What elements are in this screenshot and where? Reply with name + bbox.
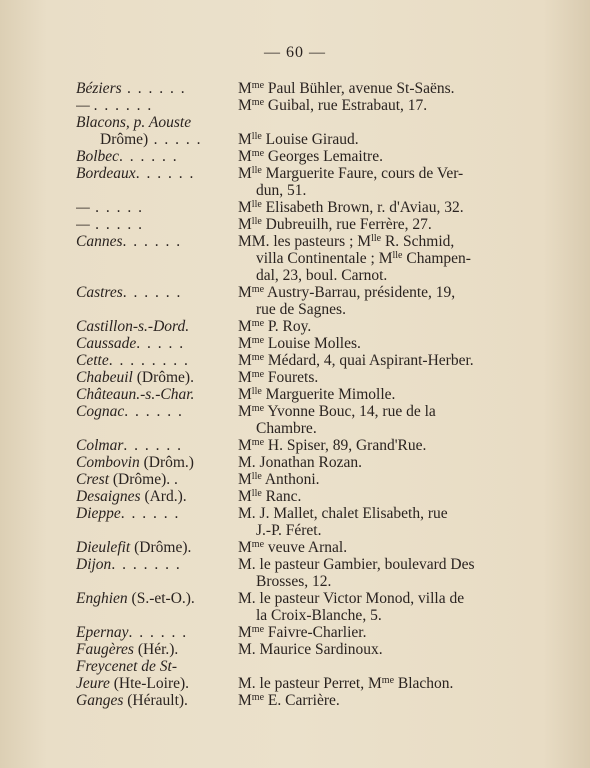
place-name: Cette. . . . . . . .	[76, 352, 190, 369]
entry-text-line: rue de Sagnes.	[256, 301, 346, 318]
place-name: Castres. . . . . .	[76, 284, 182, 301]
directory-entry	[0, 471, 590, 488]
person-name	[238, 335, 548, 352]
entry-text-line: $M^{me}$ Louise Molles.	[238, 335, 361, 352]
directory-entry	[0, 148, 590, 165]
entry-text-line: M. Maurice Sardinoux.	[238, 641, 383, 658]
entry-text-line	[238, 114, 548, 131]
directory-entry	[0, 590, 590, 624]
directory-entry	[0, 284, 590, 318]
directory-entry	[0, 352, 590, 369]
place-name: Bordeaux. . . . . .	[76, 165, 195, 182]
entry-text-line: $M^{me}$ Austry-Barrau, présidente, 19,	[238, 284, 456, 301]
person-name	[238, 471, 548, 488]
entry-text-line: M. J. Mallet, chalet Elisabeth, rue	[238, 505, 448, 522]
person-name	[238, 590, 548, 624]
place-name: Dieulefit (Drôme).	[76, 539, 192, 556]
directory-entry	[0, 624, 590, 641]
entry-text-line: Brosses, 12.	[256, 573, 332, 590]
place-name: Castillon-s.-Dord.	[76, 318, 190, 335]
entry-text-line: $M^{me}$ P. Roy.	[238, 318, 312, 335]
place-name: Cannes. . . . . .	[76, 233, 182, 250]
entry-text-line: $M^{lle}$ Louise Giraud.	[238, 131, 359, 148]
page-number: — 60 —	[264, 44, 326, 61]
directory-entry	[0, 641, 590, 658]
place-name: Ganges (Hérault).	[76, 692, 188, 709]
entry-text-line: $M^{lle}$ Anthoni.	[238, 471, 320, 488]
place-name: Faugères (Hér.).	[76, 641, 179, 658]
person-name	[238, 148, 548, 165]
entry-text-line: $M^{lle}$ Elisabeth Brown, r. d'Aviau, 32.	[238, 199, 464, 216]
person-name	[238, 692, 548, 709]
entry-text-line: $M^{me}$ Faivre-Charlier.	[238, 624, 367, 641]
place-name: — . . . . .	[76, 199, 144, 216]
entry-text-line: $M^{me}$ Fourets.	[238, 369, 319, 386]
entry-text-line: $M^{me}$ E. Carrière.	[238, 692, 340, 709]
person-name	[238, 658, 548, 692]
place-name: Freycenet de St- Jeure (Hte-Loire).	[76, 658, 190, 692]
person-name	[238, 97, 548, 114]
directory-entry	[0, 454, 590, 471]
person-name	[238, 505, 548, 539]
entry-text-line: J.-P. Féret.	[256, 522, 322, 539]
directory-entry	[0, 386, 590, 403]
entry-text-line: $M^{me}$ Georges Lemaitre.	[238, 148, 383, 165]
place-name: Desaignes (Ard.).	[76, 488, 187, 505]
person-name	[238, 369, 548, 386]
place-name: — . . . . .	[76, 216, 144, 233]
directory-entry	[0, 658, 590, 692]
entry-text-line: $M^{me}$ Paul Bühler, avenue St-Saëns.	[238, 80, 455, 97]
person-name	[238, 556, 548, 590]
person-name	[238, 318, 548, 335]
person-name	[238, 114, 548, 148]
place-name: Dieppe. . . . . .	[76, 505, 180, 522]
directory-entry	[0, 437, 590, 454]
person-name	[238, 488, 548, 505]
person-name	[238, 454, 548, 471]
place-name: Epernay. . . . . .	[76, 624, 188, 641]
entry-text-line: dun, 51.	[256, 182, 307, 199]
place-name: Combovin (Drôm.)	[76, 454, 194, 471]
directory-entry	[0, 692, 590, 709]
entry-text-line: M. Jonathan Rozan.	[238, 454, 362, 471]
person-name	[238, 233, 548, 284]
person-name	[238, 386, 548, 403]
place-name: Châteaun.-s.-Char.	[76, 386, 195, 403]
entry-text-line: $M^{me}$ veuve Arnal.	[238, 539, 348, 556]
directory-entry	[0, 216, 590, 233]
person-name	[238, 352, 548, 369]
person-name	[238, 437, 548, 454]
entry-text-line: M. le pasteur Victor Monod, villa de	[238, 590, 465, 607]
place-name: Dijon. . . . . . .	[76, 556, 182, 573]
place-name: — . . . . . .	[76, 97, 153, 114]
directory-list	[0, 80, 590, 709]
entry-text-line: $M^{lle}$ Dubreuilh, rue Ferrère, 27.	[238, 216, 432, 233]
place-name: Crest (Drôme). .	[76, 471, 178, 488]
person-name	[238, 165, 548, 199]
entry-text-line	[238, 658, 548, 675]
person-name	[238, 539, 548, 556]
place-name: Caussade. . . . .	[76, 335, 185, 352]
entry-text-line: dal, 23, boul. Carnot.	[256, 267, 388, 284]
entry-text-line: la Croix-Blanche, 5.	[256, 607, 382, 624]
directory-entry	[0, 488, 590, 505]
person-name	[238, 284, 548, 318]
place-name: Colmar. . . . . .	[76, 437, 183, 454]
entry-text-line: $M^{lle}$ Ranc.	[238, 488, 302, 505]
directory-entry	[0, 369, 590, 386]
entry-text-line: M. le pasteur Gambier, boulevard Des	[238, 556, 475, 573]
directory-entry	[0, 199, 590, 216]
person-name	[238, 80, 548, 97]
place-name: Blacons, p. Aouste Drôme) . . . . .	[76, 114, 202, 148]
entry-text-line: $M^{me}$ Médard, 4, quai Aspirant-Herber.	[238, 352, 474, 369]
person-name	[238, 216, 548, 233]
directory-entry	[0, 97, 590, 114]
person-name	[238, 624, 548, 641]
place-name: Cognac. . . . . .	[76, 403, 184, 420]
place-name: Enghien (S.-et-O.).	[76, 590, 195, 607]
directory-entry	[0, 403, 590, 437]
directory-entry	[0, 80, 590, 97]
place-name: Chabeuil (Drôme).	[76, 369, 194, 386]
entry-text-line: Chambre.	[256, 420, 317, 437]
directory-entry	[0, 165, 590, 199]
entry-text-line: villa Continentale ; $M^{lle}$ Champen-	[256, 250, 471, 267]
entry-text-line: $M^{lle}$ Marguerite Faure, cours de Ver-	[238, 165, 464, 182]
person-name	[238, 403, 548, 437]
entry-text-line: $M^{lle}$ Marguerite Mimolle.	[238, 386, 396, 403]
directory-entry	[0, 505, 590, 539]
place-name: Béziers . . . . . .	[76, 80, 187, 97]
directory-entry	[0, 556, 590, 590]
directory-entry	[0, 335, 590, 352]
directory-entry	[0, 233, 590, 284]
entry-text-line: $M^{me}$ Yvonne Bouc, 14, rue de la	[238, 403, 436, 420]
directory-entry	[0, 114, 590, 148]
directory-entry	[0, 318, 590, 335]
directory-entry	[0, 539, 590, 556]
entry-text-line: MM. les pasteurs ; $M^{lle}$ R. Schmid,	[238, 233, 455, 250]
person-name	[238, 641, 548, 658]
person-name	[238, 199, 548, 216]
entry-text-line: M. le pasteur Perret, $M^{me}$ Blachon.	[238, 675, 454, 692]
entry-text-line: $M^{me}$ H. Spiser, 89, Grand'Rue.	[238, 437, 427, 454]
entry-text-line: $M^{me}$ Guibal, rue Estrabaut, 17.	[238, 97, 428, 114]
place-name: Bolbec. . . . . .	[76, 148, 179, 165]
